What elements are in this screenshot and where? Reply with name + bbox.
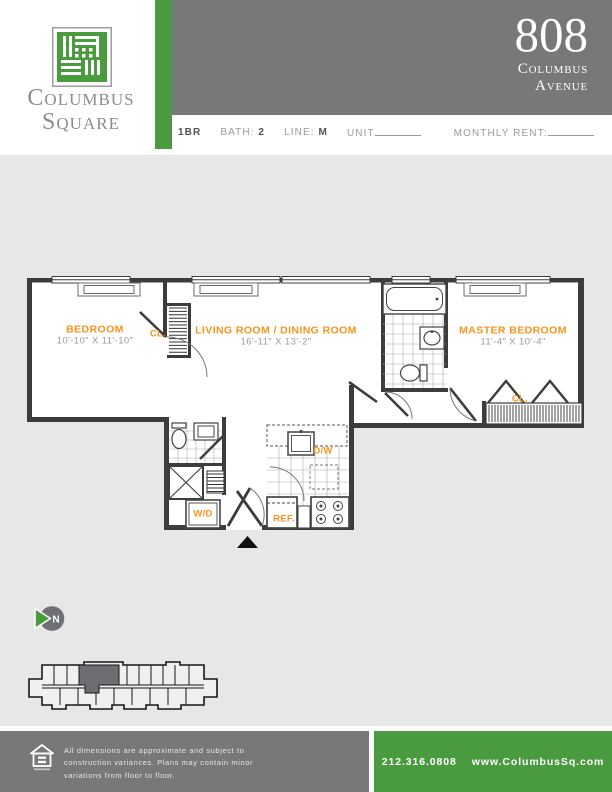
building-footprint — [27, 652, 219, 716]
bath-value: 2 — [258, 127, 266, 138]
closet-label-2: CL. — [511, 393, 529, 405]
bath1-toilet-icon — [401, 365, 428, 381]
brand-logo-icon — [52, 27, 112, 87]
windows — [52, 277, 550, 284]
bathtub-icon — [383, 284, 446, 314]
street-line1: Columbus — [517, 61, 588, 77]
rent-field: MONTHLY RENT: — [454, 127, 594, 139]
green-divider-stripe — [155, 0, 172, 149]
dishwasher-label: D/W — [313, 445, 333, 457]
bedroom-label: BEDROOM 10'-10" X 11'-10" — [56, 323, 134, 347]
rent-blank-line — [548, 127, 594, 136]
washer-dryer-label: W/D — [193, 508, 213, 520]
bath2-sink-icon — [194, 423, 218, 440]
floor-plan — [26, 275, 586, 550]
kitchen-cabinet — [298, 506, 310, 528]
address-header — [172, 0, 612, 115]
building-number: 808 — [514, 7, 588, 62]
brand-name-line2: Square — [42, 109, 120, 135]
website-url: www.ColumbusSq.com — [471, 755, 605, 768]
unit-info-bar — [178, 115, 594, 150]
brand-name-line1: Columbus — [27, 85, 135, 111]
fridge-label: REF. — [273, 513, 295, 525]
linen-closet-hatch — [207, 471, 224, 493]
master-bedroom-label: MASTER BEDROOM 11'-4" X 10'-4" — [459, 324, 567, 348]
north-letter: N — [52, 614, 60, 626]
equal-housing-icon — [30, 744, 54, 774]
street-name — [172, 61, 588, 96]
bath2-toilet-icon — [172, 423, 186, 449]
footer-disclaimer-block — [0, 731, 369, 792]
unit-blank-line — [375, 127, 421, 136]
phone-number: 212.316.0808 — [381, 755, 457, 768]
unit-field: UNIT — [347, 127, 421, 139]
beds-value: 1BR — [178, 127, 202, 138]
north-indicator — [34, 604, 68, 634]
bath1-sink-icon — [420, 327, 444, 349]
living-room-label: LIVING ROOM / DINING ROOM 16'-11" X 13'-2" — [195, 324, 357, 348]
line-value: M — [318, 127, 328, 138]
bath-field: BATH: 2 — [220, 127, 266, 138]
disclaimer-text: All dimensions are approximate and subject to construction variances. Plans may contain minor variations from floor to floor. — [64, 746, 254, 780]
brand-name — [6, 86, 156, 134]
closet-label-1: CL. — [149, 328, 167, 340]
street-line2: Avenue — [535, 78, 588, 95]
kitchen-sink-icon — [288, 430, 314, 455]
line-field: LINE: M — [284, 127, 328, 138]
entry-arrow-icon — [237, 536, 258, 548]
footer-contact-block — [374, 731, 612, 792]
shower-icon — [169, 466, 203, 499]
stove-icon — [311, 497, 349, 528]
